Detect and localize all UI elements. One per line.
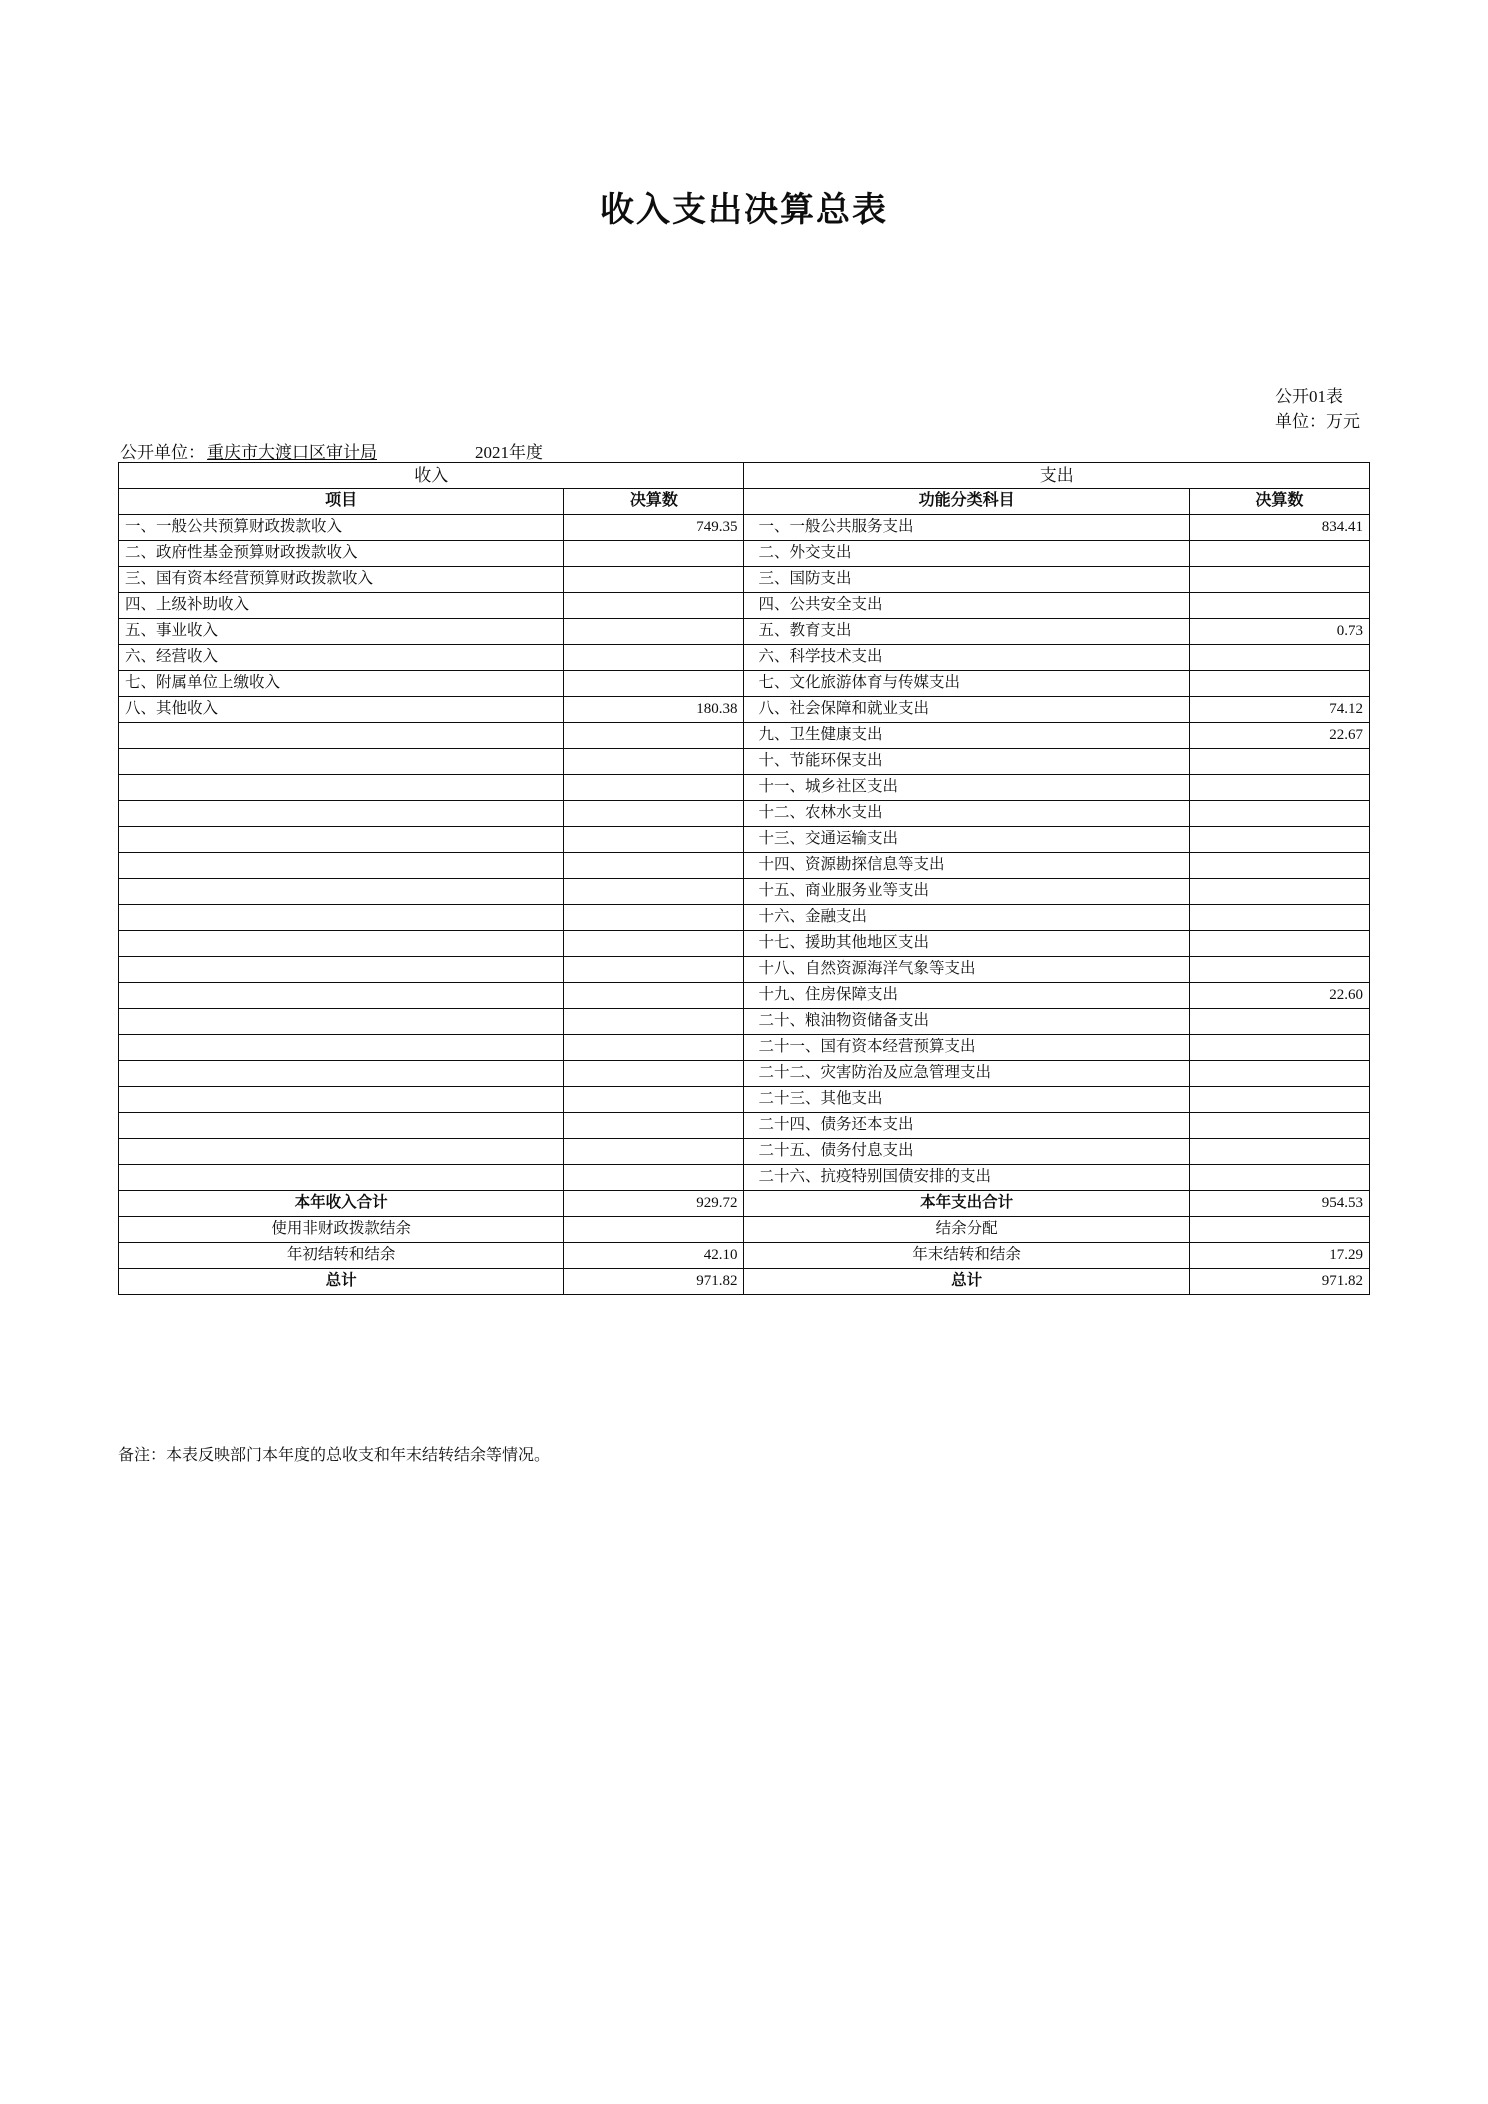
expense-item-value bbox=[1189, 905, 1369, 931]
expense-item-value bbox=[1189, 1087, 1369, 1113]
table-row bbox=[119, 671, 1370, 697]
expense-item-label: 十六、金融支出 bbox=[744, 905, 1189, 931]
summary-row bbox=[119, 1217, 1370, 1243]
group-header-income: 收入 bbox=[119, 463, 744, 489]
income-item-label bbox=[119, 827, 564, 853]
table-row bbox=[119, 905, 1370, 931]
expense-item-value bbox=[1189, 671, 1369, 697]
expense-item-label: 十一、城乡社区支出 bbox=[744, 775, 1189, 801]
expense-item-value: 834.41 bbox=[1189, 515, 1369, 541]
income-item-value bbox=[564, 671, 744, 697]
expense-item-label: 七、文化旅游体育与传媒支出 bbox=[744, 671, 1189, 697]
column-header-expense-value: 决算数 bbox=[1189, 489, 1369, 515]
expense-item-label: 六、科学技术支出 bbox=[744, 645, 1189, 671]
expense-item-label: 十七、援助其他地区支出 bbox=[744, 931, 1189, 957]
expense-item-label: 十、节能环保支出 bbox=[744, 749, 1189, 775]
expense-item-value: 22.60 bbox=[1189, 983, 1369, 1009]
fiscal-year: 2021年度 bbox=[475, 443, 543, 462]
income-item-label: 三、国有资本经营预算财政拨款收入 bbox=[119, 567, 564, 593]
table-column-header-row bbox=[119, 489, 1370, 515]
income-item-label bbox=[119, 801, 564, 827]
summary-row bbox=[119, 1191, 1370, 1217]
table-row bbox=[119, 853, 1370, 879]
expense-item-value bbox=[1189, 801, 1369, 827]
table-row bbox=[119, 983, 1370, 1009]
income-item-value bbox=[564, 853, 744, 879]
income-item-value bbox=[564, 1035, 744, 1061]
income-item-value bbox=[564, 931, 744, 957]
income-item-value bbox=[564, 723, 744, 749]
table-row bbox=[119, 1035, 1370, 1061]
income-item-value bbox=[564, 827, 744, 853]
expense-item-value bbox=[1189, 827, 1369, 853]
income-item-label bbox=[119, 749, 564, 775]
income-item-label: 一、一般公共预算财政拨款收入 bbox=[119, 515, 564, 541]
table-row bbox=[119, 1165, 1370, 1191]
expense-item-label: 九、卫生健康支出 bbox=[744, 723, 1189, 749]
income-item-label bbox=[119, 983, 564, 1009]
publisher-meta bbox=[120, 438, 543, 463]
expense-item-label: 一、一般公共服务支出 bbox=[744, 515, 1189, 541]
income-item-label: 二、政府性基金预算财政拨款收入 bbox=[119, 541, 564, 567]
expense-item-value bbox=[1189, 879, 1369, 905]
income-item-label: 六、经营收入 bbox=[119, 645, 564, 671]
summary-expense-label: 结余分配 bbox=[744, 1217, 1189, 1243]
summary-expense-value bbox=[1189, 1217, 1369, 1243]
income-item-value bbox=[564, 1113, 744, 1139]
table-group-header-row bbox=[119, 463, 1370, 489]
income-item-label bbox=[119, 775, 564, 801]
summary-expense-label: 总计 bbox=[744, 1269, 1189, 1295]
expense-item-value bbox=[1189, 749, 1369, 775]
income-item-value bbox=[564, 749, 744, 775]
income-item-value bbox=[564, 775, 744, 801]
expense-item-value bbox=[1189, 931, 1369, 957]
income-item-label: 七、附属单位上缴收入 bbox=[119, 671, 564, 697]
group-header-expense: 支出 bbox=[744, 463, 1370, 489]
income-item-label bbox=[119, 1113, 564, 1139]
income-item-label bbox=[119, 853, 564, 879]
expense-item-value bbox=[1189, 1009, 1369, 1035]
expense-item-label: 二十二、灾害防治及应急管理支出 bbox=[744, 1061, 1189, 1087]
income-item-value bbox=[564, 983, 744, 1009]
unit-of-measure: 单位：万元 bbox=[1275, 411, 1360, 431]
expense-item-label: 二十一、国有资本经营预算支出 bbox=[744, 1035, 1189, 1061]
summary-income-value: 929.72 bbox=[564, 1191, 744, 1217]
table-row bbox=[119, 1087, 1370, 1113]
income-item-value bbox=[564, 801, 744, 827]
income-item-label: 八、其他收入 bbox=[119, 697, 564, 723]
summary-income-label: 本年收入合计 bbox=[119, 1191, 564, 1217]
income-item-value: 749.35 bbox=[564, 515, 744, 541]
table-row bbox=[119, 1139, 1370, 1165]
expense-item-value bbox=[1189, 957, 1369, 983]
column-header-income-item: 项目 bbox=[119, 489, 564, 515]
table-row bbox=[119, 1113, 1370, 1139]
income-item-value bbox=[564, 1009, 744, 1035]
income-item-label bbox=[119, 957, 564, 983]
expense-item-label: 二十五、债务付息支出 bbox=[744, 1139, 1189, 1165]
table-row bbox=[119, 879, 1370, 905]
expense-item-value bbox=[1189, 1061, 1369, 1087]
income-item-label bbox=[119, 1035, 564, 1061]
expense-item-label: 三、国防支出 bbox=[744, 567, 1189, 593]
expense-item-label: 五、教育支出 bbox=[744, 619, 1189, 645]
expense-item-value bbox=[1189, 541, 1369, 567]
expense-item-label: 四、公共安全支出 bbox=[744, 593, 1189, 619]
form-meta bbox=[1275, 385, 1360, 434]
expense-item-value bbox=[1189, 1139, 1369, 1165]
publisher-label: 公开单位： bbox=[120, 443, 205, 462]
expense-item-label: 二、外交支出 bbox=[744, 541, 1189, 567]
expense-item-label: 十四、资源勘探信息等支出 bbox=[744, 853, 1189, 879]
table-row bbox=[119, 931, 1370, 957]
table-note: 备注：本表反映部门本年度的总收支和年末结转结余等情况。 bbox=[118, 1447, 551, 1464]
expense-item-value bbox=[1189, 853, 1369, 879]
table-row bbox=[119, 541, 1370, 567]
expense-item-value: 0.73 bbox=[1189, 619, 1369, 645]
expense-item-value bbox=[1189, 1165, 1369, 1191]
income-item-label bbox=[119, 879, 564, 905]
expense-item-value: 22.67 bbox=[1189, 723, 1369, 749]
summary-income-value: 971.82 bbox=[564, 1269, 744, 1295]
column-header-expense-item: 功能分类科目 bbox=[744, 489, 1189, 515]
summary-expense-label: 年末结转和结余 bbox=[744, 1243, 1189, 1269]
summary-expense-value: 971.82 bbox=[1189, 1269, 1369, 1295]
income-item-value bbox=[564, 957, 744, 983]
summary-income-label: 使用非财政拨款结余 bbox=[119, 1217, 564, 1243]
income-item-label bbox=[119, 931, 564, 957]
income-item-value bbox=[564, 619, 744, 645]
income-item-value: 180.38 bbox=[564, 697, 744, 723]
income-item-value bbox=[564, 645, 744, 671]
table-row bbox=[119, 645, 1370, 671]
expense-item-value bbox=[1189, 1035, 1369, 1061]
table-row bbox=[119, 749, 1370, 775]
summary-income-label: 年初结转和结余 bbox=[119, 1243, 564, 1269]
summary-income-label: 总计 bbox=[119, 1269, 564, 1295]
income-item-value bbox=[564, 593, 744, 619]
income-item-label bbox=[119, 723, 564, 749]
income-item-label bbox=[119, 1139, 564, 1165]
expense-item-label: 八、社会保障和就业支出 bbox=[744, 697, 1189, 723]
summary-expense-value: 17.29 bbox=[1189, 1243, 1369, 1269]
table-row bbox=[119, 1061, 1370, 1087]
expense-item-value bbox=[1189, 645, 1369, 671]
expense-item-label: 十三、交通运输支出 bbox=[744, 827, 1189, 853]
income-item-value bbox=[564, 567, 744, 593]
expense-item-label: 二十四、债务还本支出 bbox=[744, 1113, 1189, 1139]
expense-item-label: 二十三、其他支出 bbox=[744, 1087, 1189, 1113]
summary-row bbox=[119, 1243, 1370, 1269]
income-item-value bbox=[564, 905, 744, 931]
expense-item-label: 十二、农林水支出 bbox=[744, 801, 1189, 827]
expense-item-value: 74.12 bbox=[1189, 697, 1369, 723]
page-title: 收入支出决算总表 bbox=[600, 190, 888, 230]
expense-item-value bbox=[1189, 567, 1369, 593]
table-row bbox=[119, 775, 1370, 801]
table-row bbox=[119, 567, 1370, 593]
table-row bbox=[119, 723, 1370, 749]
expense-item-label: 二十六、抗疫特别国债安排的支出 bbox=[744, 1165, 1189, 1191]
budget-table bbox=[118, 462, 1370, 1295]
income-item-label: 五、事业收入 bbox=[119, 619, 564, 645]
summary-income-value bbox=[564, 1217, 744, 1243]
column-header-income-value: 决算数 bbox=[564, 489, 744, 515]
income-item-label bbox=[119, 1061, 564, 1087]
table-row bbox=[119, 957, 1370, 983]
income-item-value bbox=[564, 541, 744, 567]
table-row bbox=[119, 827, 1370, 853]
income-item-value bbox=[564, 1139, 744, 1165]
table-row bbox=[119, 515, 1370, 541]
income-item-label: 四、上级补助收入 bbox=[119, 593, 564, 619]
table-row bbox=[119, 593, 1370, 619]
summary-expense-value: 954.53 bbox=[1189, 1191, 1369, 1217]
summary-expense-label: 本年支出合计 bbox=[744, 1191, 1189, 1217]
income-item-label bbox=[119, 1087, 564, 1113]
summary-row bbox=[119, 1269, 1370, 1295]
expense-item-value bbox=[1189, 775, 1369, 801]
expense-item-label: 二十、粮油物资储备支出 bbox=[744, 1009, 1189, 1035]
income-item-value bbox=[564, 1061, 744, 1087]
publisher-name: 重庆市大渡口区审计局 bbox=[207, 443, 377, 462]
expense-item-value bbox=[1189, 593, 1369, 619]
income-item-label bbox=[119, 905, 564, 931]
form-code: 公开01表 bbox=[1275, 387, 1343, 406]
summary-income-value: 42.10 bbox=[564, 1243, 744, 1269]
expense-item-label: 十九、住房保障支出 bbox=[744, 983, 1189, 1009]
expense-item-label: 十五、商业服务业等支出 bbox=[744, 879, 1189, 905]
expense-item-value bbox=[1189, 1113, 1369, 1139]
income-item-value bbox=[564, 879, 744, 905]
table-row bbox=[119, 619, 1370, 645]
expense-item-label: 十八、自然资源海洋气象等支出 bbox=[744, 957, 1189, 983]
income-item-value bbox=[564, 1087, 744, 1113]
income-item-value bbox=[564, 1165, 744, 1191]
income-item-label bbox=[119, 1165, 564, 1191]
table-row bbox=[119, 1009, 1370, 1035]
table-row bbox=[119, 697, 1370, 723]
table-row bbox=[119, 801, 1370, 827]
income-item-label bbox=[119, 1009, 564, 1035]
